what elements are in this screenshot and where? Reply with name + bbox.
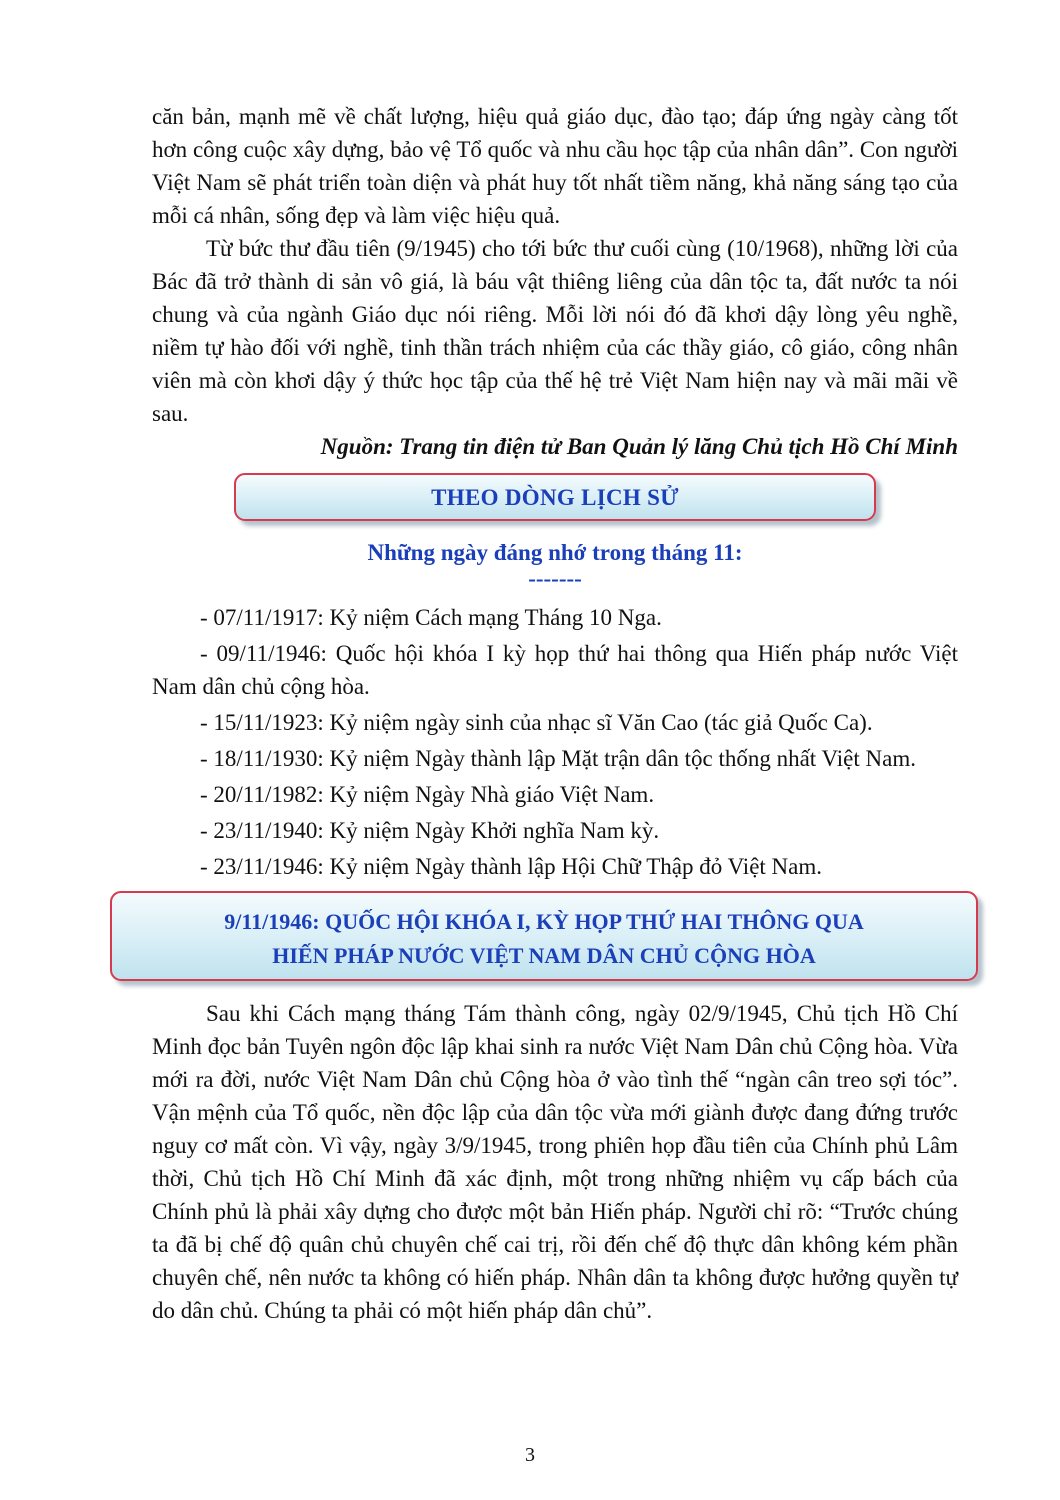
page-number: 3 — [525, 1444, 535, 1466]
document-page — [152, 100, 958, 1327]
heading-separator: ------- — [528, 566, 582, 591]
article-title-line-2: HIẾN PHÁP NƯỚC VIỆT NAM DÂN CHỦ CỘNG HÒA — [272, 943, 816, 968]
list-item: - 09/11/1946: Quốc hội khóa I kỳ họp thứ hai thông qua Hiến pháp nước Việt Nam dân chủ cộng hòa. — [152, 641, 958, 699]
article-title-line-1: 9/11/1946: QUỐC HỘI KHÓA I, KỲ HỌP THỨ HAI THÔNG QUA — [224, 909, 864, 934]
history-section-banner: THEO DÒNG LỊCH SỬ — [234, 473, 876, 521]
list-item: - 23/11/1940: Kỷ niệm Ngày Khởi nghĩa Nam kỳ. — [200, 818, 660, 843]
intro-paragraph-2: Từ bức thư đầu tiên (9/1945) cho tới bức thư cuối cùng (10/1968), những lời của Bác đã trở thành di sản vô giá, là báu vật thiêng liêng của dân tộc ta, đất nước ta nói chung và của ngành Giáo dục nói riêng. Mỗi lời nói đó đã khơi dậy lòng yêu nghề, niềm tự hào đối với nghề, tinh thần trách nhiệm của các thầy giáo, cô giáo, công nhân viên mà còn khơi dậy ý thức học tập của thế hệ trẻ Việt Nam hiện nay và mãi mãi về sau. — [152, 236, 958, 426]
intro-paragraph-1: căn bản, mạnh mẽ về chất lượng, hiệu quả giáo dục, đào tạo; đáp ứng ngày càng tốt hơn công cuộc xây dựng, bảo vệ Tổ quốc và nhu cầu học tập của nhân dân”. Con người Việt Nam sẽ phát triển toàn diện và phát huy tốt nhất tiềm năng, khả năng sáng tạo của mỗi cá nhân, sống đẹp và làm việc hiệu quả. — [152, 104, 958, 228]
event-list — [152, 601, 958, 883]
article-body: Sau khi Cách mạng tháng Tám thành công, ngày 02/9/1945, Chủ tịch Hồ Chí Minh đọc bản Tuyên ngôn độc lập khai sinh ra nước Việt Nam Dân chủ Cộng hòa. Vừa mới ra đời, nước Việt Nam Dân chủ Cộng hòa ở vào tình thế “ngàn cân treo sợi tóc”. Vận mệnh của Tổ quốc, nền độc lập của dân tộc vừa mới giành được đang đứng trước nguy cơ mất còn. Vì vậy, ngày 3/9/1945, trong phiên họp đầu tiên của Chính phủ Lâm thời, Chủ tịch Hồ Chí Minh đã xác định, một trong những nhiệm vụ cấp bách của Chính phủ là phải xây dựng cho được một bản Hiến pháp. Người chỉ rõ: “Trước chúng ta đã bị chế độ quân chủ chuyên chế cai trị, rồi đến chế độ thực dân không kém phần chuyên chế, nên nước ta không có hiến pháp. Nhân dân ta không được hưởng quyền tự do dân chủ. Chúng ta phải có một hiến pháp dân chủ”. — [152, 1001, 958, 1323]
article-title-banner — [110, 891, 978, 981]
source-citation: Nguồn: Trang tin điện tử Ban Quản lý lăng Chủ tịch Hồ Chí Minh — [320, 434, 958, 459]
list-item: - 18/11/1930: Kỷ niệm Ngày thành lập Mặt trận dân tộc thống nhất Việt Nam. — [200, 746, 916, 771]
list-item: - 23/11/1946: Kỷ niệm Ngày thành lập Hội Chữ Thập đỏ Việt Nam. — [200, 854, 822, 879]
list-item: - 07/11/1917: Kỷ niệm Cách mạng Tháng 10 Nga. — [200, 605, 662, 630]
list-item: - 15/11/1923: Kỷ niệm ngày sinh của nhạc sĩ Văn Cao (tác giả Quốc Ca). — [200, 710, 873, 735]
memorable-dates-heading: Những ngày đáng nhớ trong tháng 11: — [367, 540, 743, 565]
list-item: - 20/11/1982: Kỷ niệm Ngày Nhà giáo Việt Nam. — [200, 782, 655, 807]
